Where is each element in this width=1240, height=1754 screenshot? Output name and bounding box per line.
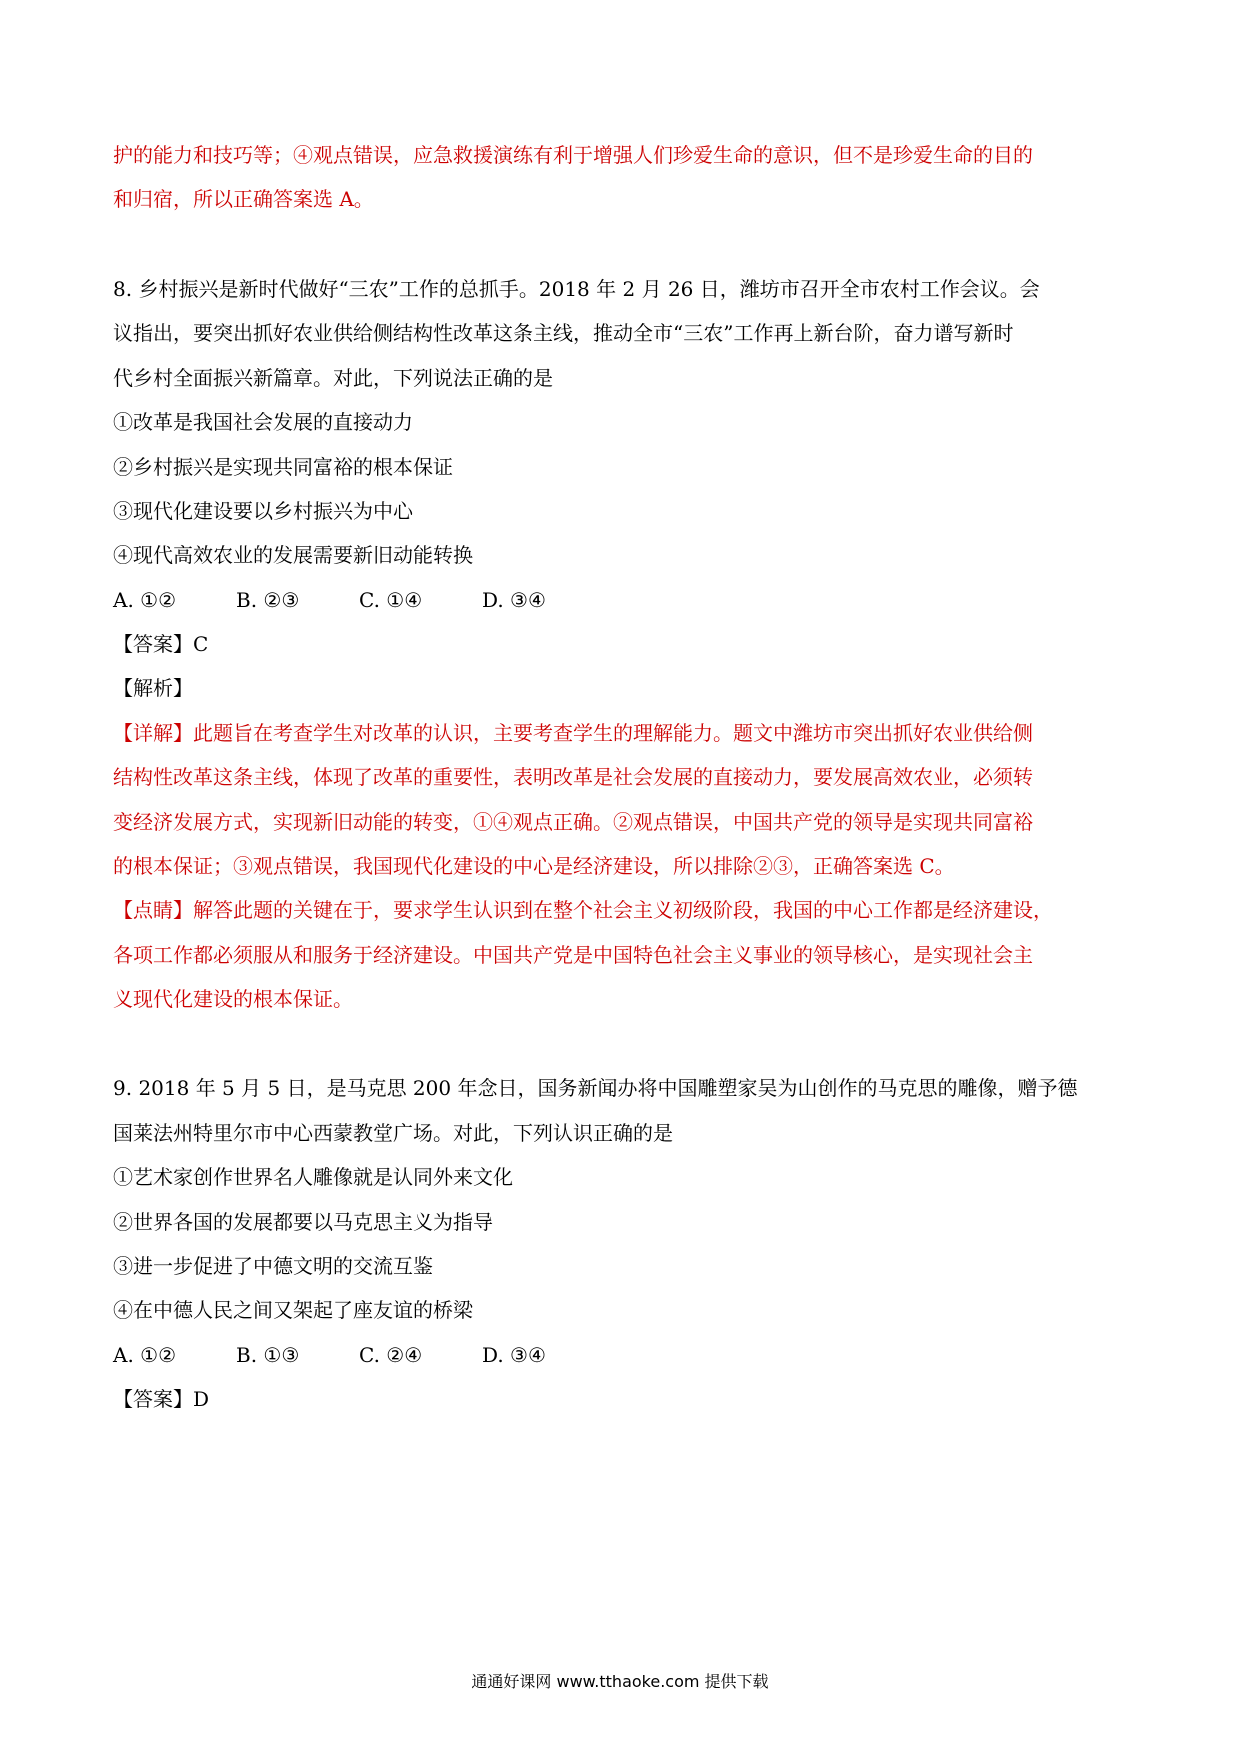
q9-stem-line-2: 国莱法州特里尔市中心西蒙教堂广场。对此，下列认识正确的是 [113, 1121, 673, 1145]
q9-option-d: D. ③④ [482, 1343, 546, 1367]
q8-detail-line-1: 【详解】此题旨在考查学生对改革的认识，主要考查学生的理解能力。题文中潍坊市突出抓好农业供给侧 [113, 721, 1033, 745]
q9-option-c: C. ②④ [359, 1343, 423, 1367]
prev-explanation-line-2: 和归宿，所以正确答案选 A。 [113, 187, 374, 211]
q8-statement-3: ③现代化建设要以乡村振兴为中心 [113, 499, 413, 523]
q8-statement-2: ②乡村振兴是实现共同富裕的根本保证 [113, 455, 453, 479]
page-footer: 通通好课网 www.tthaoke.com 提供下载 [471, 1672, 769, 1691]
prev-explanation-line-1: 护的能力和技巧等；④观点错误，应急救援演练有利于增强人们珍爱生命的意识，但不是珍爱生命的目的 [113, 143, 1033, 167]
q8-answer: 【答案】C [113, 632, 209, 656]
q8-option-a: A. ①② [113, 588, 177, 612]
q8-statement-4: ④现代高效农业的发展需要新旧动能转换 [113, 543, 473, 567]
q9-option-a: A. ①② [113, 1343, 177, 1367]
q8-stem-line-3: 代乡村全面振兴新篇章。对此，下列说法正确的是 [113, 366, 553, 390]
q8-tips-line-2: 各项工作都必须服从和服务于经济建设。中国共产党是中国特色社会主义事业的领导核心，是实现社会主 [113, 943, 1033, 967]
q8-detail-line-3: 变经济发展方式，实现新旧动能的转变，①④观点正确。②观点错误，中国共产党的领导是实现共同富裕 [113, 810, 1033, 834]
q8-tips-line-3: 义现代化建设的根本保证。 [113, 987, 353, 1011]
q9-statement-3: ③进一步促进了中德文明的交流互鉴 [113, 1254, 433, 1278]
q8-tips-line-1: 【点睛】解答此题的关键在于，要求学生认识到在整个社会主义初级阶段，我国的中心工作都是经济建设， [113, 898, 1053, 922]
q8-option-d: D. ③④ [482, 588, 546, 612]
q8-stem-line-2: 议指出，要突出抓好农业供给侧结构性改革这条主线，推动全市“三农”工作再上新台阶，奋力谱写新时 [113, 321, 1014, 345]
q9-option-b: B. ①③ [236, 1343, 300, 1367]
q9-stem-line-1: 9. 2018 年 5 月 5 日，是马克思 200 年念日，国务新闻办将中国雕塑家吴为山创作的马克思的雕像，赠予德 [113, 1076, 1078, 1100]
q9-answer: 【答案】D [113, 1387, 210, 1411]
q8-detail-line-4: 的根本保证；③观点错误，我国现代化建设的中心是经济建设，所以排除②③，正确答案选 C。 [113, 854, 955, 878]
q9-statement-1: ①艺术家创作世界名人雕像就是认同外来文化 [113, 1165, 513, 1189]
q9-options [113, 1341, 605, 1369]
q9-statement-2: ②世界各国的发展都要以马克思主义为指导 [113, 1210, 493, 1234]
q8-statement-1: ①改革是我国社会发展的直接动力 [113, 410, 413, 434]
q8-stem-line-1: 8. 乡村振兴是新时代做好“三农”工作的总抓手。2018 年 2 月 26 日，潍坊市召开全市农村工作会议。会 [113, 277, 1040, 301]
q8-option-b: B. ②③ [236, 588, 300, 612]
q8-detail-line-2: 结构性改革这条主线，体现了改革的重要性，表明改革是社会发展的直接动力，要发展高效农业，必须转 [113, 765, 1033, 789]
q9-statement-4: ④在中德人民之间又架起了座友谊的桥梁 [113, 1298, 473, 1322]
q8-option-c: C. ①④ [359, 588, 423, 612]
q8-options [113, 586, 605, 614]
q8-analysis-label: 【解析】 [113, 676, 193, 700]
